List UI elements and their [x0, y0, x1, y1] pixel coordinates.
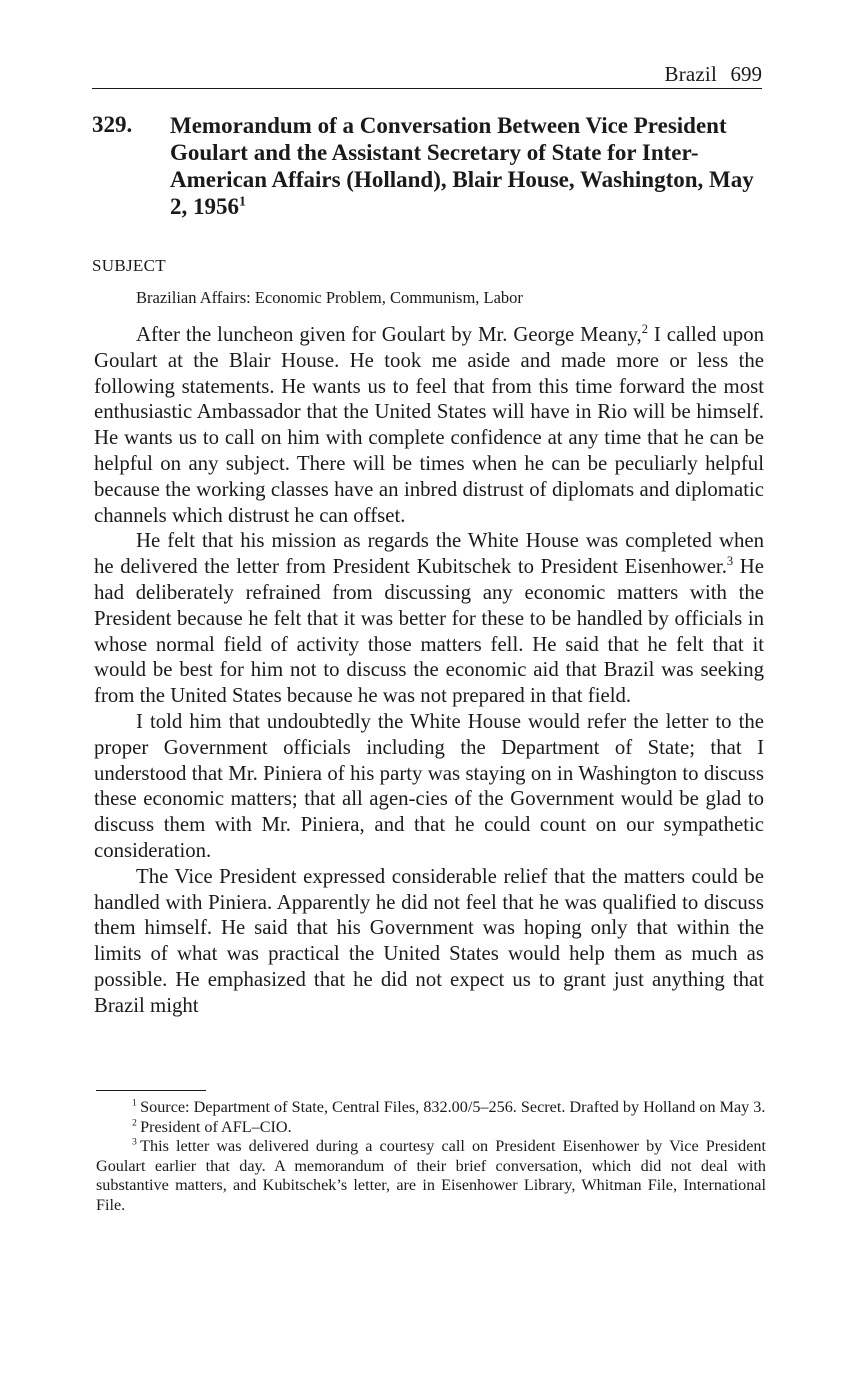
footnote-text: This letter was delivered during a courtesy call on President Eisenhower by Vice President Goulart earlier that day. A memorandum of their brief conversation, which did not deal with substantive matters, and Kubitschek’s letter, are in Eisenhower Library, Whitman File, International File. [96, 1137, 766, 1214]
paragraph-text: After the luncheon given for Goulart by Mr. George Meany, [136, 323, 642, 346]
body-paragraph [94, 322, 764, 528]
footnote-reference: 1 [239, 193, 246, 209]
footnote-reference: 2 [641, 322, 648, 337]
subject-label: SUBJECT [92, 256, 166, 275]
footnotes [96, 1098, 766, 1216]
footnote-reference: 3 [726, 554, 734, 569]
footnote-marker: 3 [132, 1136, 137, 1148]
body-paragraph [94, 528, 764, 709]
subject-text: Brazilian Affairs: Economic Problem, Communism, Labor [136, 288, 523, 307]
footnote [96, 1118, 766, 1138]
footnote-divider [96, 1090, 206, 1091]
document-number: 329. [92, 112, 133, 137]
footnote [96, 1098, 766, 1118]
footnote-text: Source: Department of State, Central Files, 832.00/5–256. Secret. Drafted by Holland on May 3. [140, 1098, 766, 1116]
footnote-text: President of AFL–CIO. [140, 1117, 292, 1136]
footnote-marker: 2 [132, 1117, 137, 1129]
body-paragraph: The Vice President expressed considerable relief that the matters could be handled with Piniera. Apparently he did not feel that he was qualified to discuss them himself. He said that his Government was hoping only that within the limits of what was practical the United States would help them as much as possible. He emphasized that he did not expect us to grant just anything that Brazil might [94, 864, 764, 1017]
paragraph-text: I called upon Goulart at the Blair House. He took me aside and made more or less the following statements. He wants us to feel that from this time forward the most enthusiastic Ambassador that the United States will have in Rio will be himself. He wants us to call on him with complete confidence at any time that he can be helpful on any subject. There will be times when he can be peculiarly helpful because the working classes have an inbred distrust of diplomats and diplomatic channels which distrust he can offset. [94, 323, 765, 527]
memorandum-body [94, 322, 764, 1019]
document-title-text: Memorandum of a Conversation Between Vice President Goulart and the Assistant Secretary of State for Inter-American Affairs (Holland), Blair House, Washington, May 2, 1956 [170, 113, 754, 219]
paragraph-text: He had deliberately refrained from discussing any economic matters with the President because he felt that it was better for these to be handled by officials in whose normal field of activity those matters fell. He said that he felt that it would be best for him not to discuss the economic aid that Brazil was seeking from the United States because he was not prepared in that field. [94, 555, 764, 708]
document-title [170, 112, 770, 220]
footnote-marker: 1 [132, 1097, 137, 1109]
running-head-title: Brazil [664, 62, 717, 86]
paragraph-text: He felt that his mission as regards the White House was completed when he delivered the letter from President Kubitschek to President Eisenhower. [94, 529, 764, 579]
page-number: 699 [730, 62, 762, 86]
body-paragraph: I told him that undoubtedly the White House would refer the letter to the proper Government officials including the Department of State; that I understood that Mr. Piniera of his party was staying on in Washington to discuss these economic matters; that all agen-cies of the Government would be glad to discuss them with Mr. Piniera, and that he could count on our sympathetic consideration. [94, 709, 764, 862]
footnote [96, 1137, 766, 1215]
running-head [92, 58, 762, 89]
